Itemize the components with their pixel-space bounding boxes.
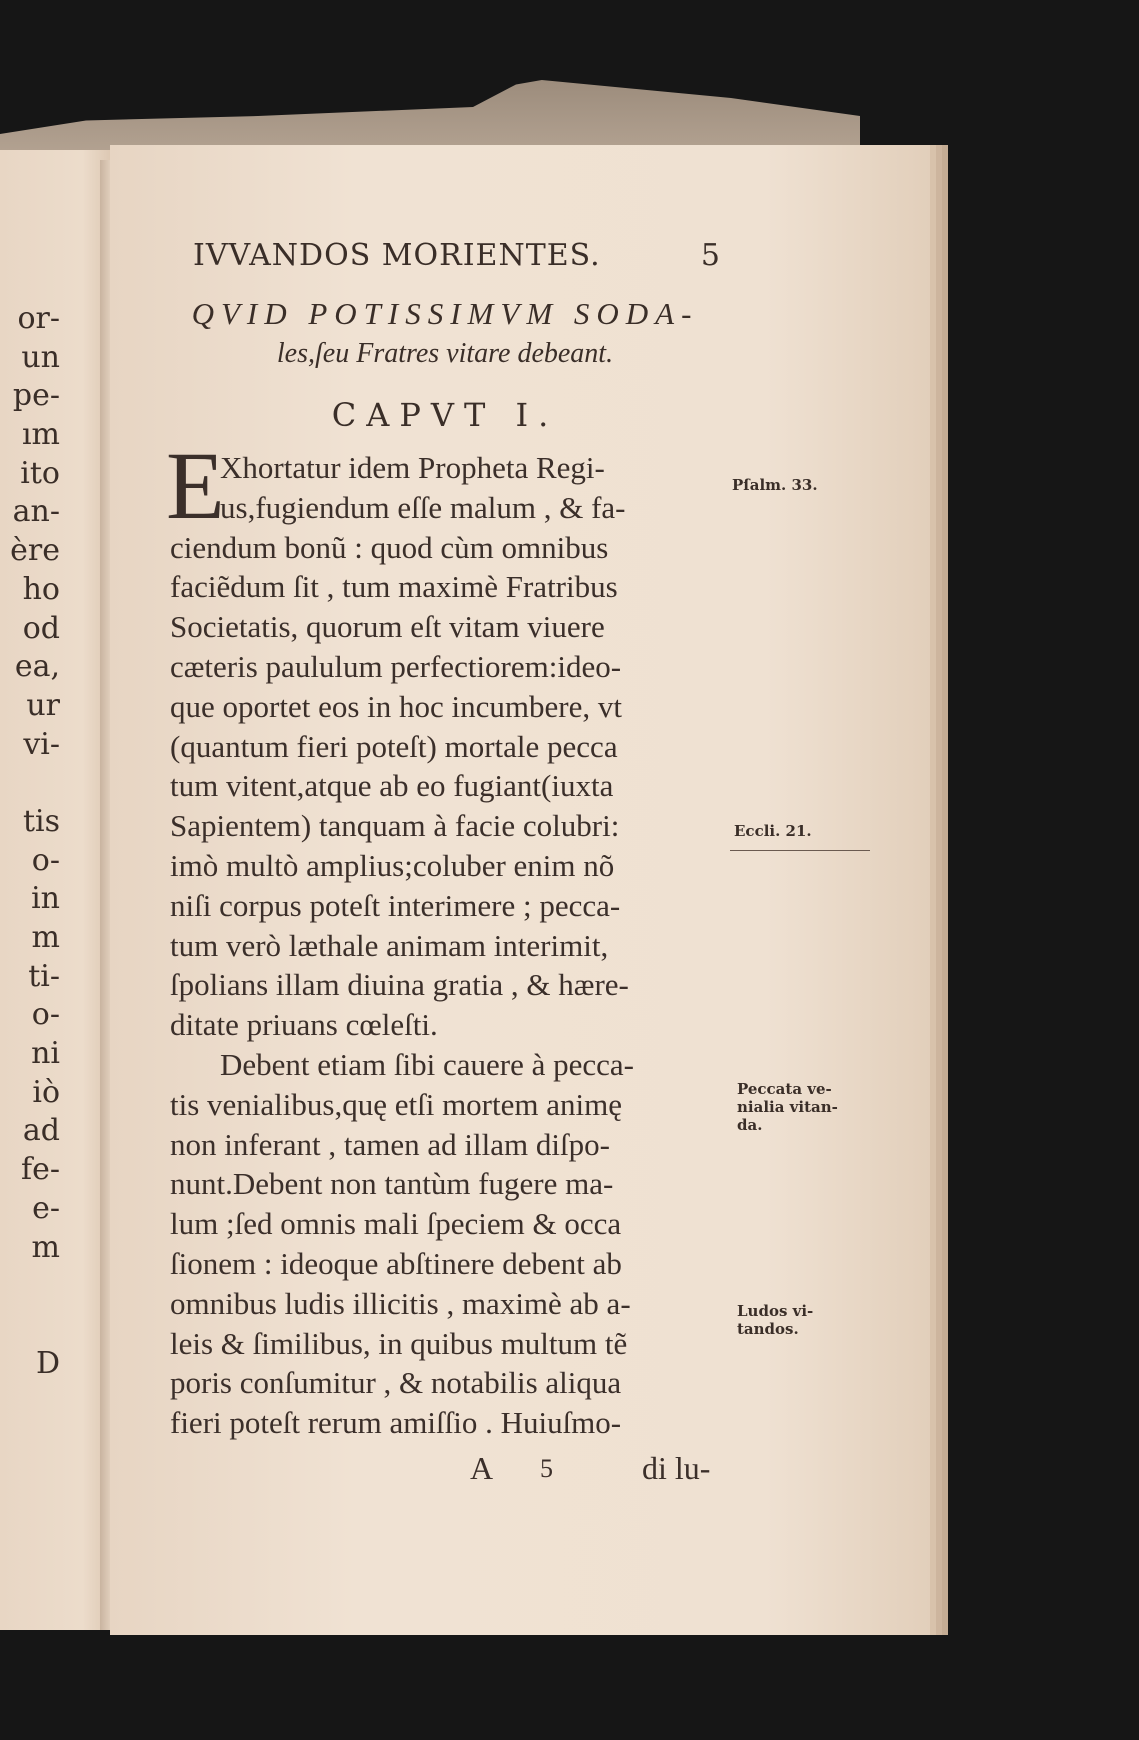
running-head-title: IVVANDOS MORIENTES. xyxy=(193,238,601,273)
left-page-text-fragments xyxy=(0,300,60,1383)
text-line: cæteris paululum perfectiorem:ideo- xyxy=(170,648,622,684)
text-line: us,fugiendum eſſe malum , & fa- xyxy=(220,489,626,525)
text-line: faciẽdum ſit , tum maximè Fratribus xyxy=(170,569,618,605)
marginal-note-eccli: Eccli. 21. xyxy=(734,822,812,840)
text-line: Sapientem) tanquam à facie colubri: xyxy=(170,808,620,844)
left-fragment: o- xyxy=(31,842,60,878)
left-fragment: ère xyxy=(10,533,60,569)
left-fragment: m xyxy=(31,1229,60,1265)
text-line: non inferant , tamen ad illam diſpo- xyxy=(170,1126,610,1162)
left-fragment: un xyxy=(21,339,60,375)
signature-number: 5 xyxy=(540,1454,553,1483)
text-line: poris conſumitur , & notabilis aliqua xyxy=(170,1365,622,1401)
left-fragment: tis xyxy=(22,803,60,839)
left-fragment: or- xyxy=(17,301,60,336)
left-fragment: an- xyxy=(12,494,60,530)
page-number: 5 xyxy=(700,238,721,273)
catchword: di lu- xyxy=(642,1450,711,1486)
text-line: que oportet eos in hoc incumbere, vt xyxy=(170,688,622,724)
left-fragment: in xyxy=(31,881,60,917)
left-fragment: ım xyxy=(21,417,60,453)
marginal-note-line: Peccata ve- xyxy=(737,1080,832,1098)
left-fragment xyxy=(0,1306,60,1345)
text-line: Debent etiam ſibi cauere à pecca- xyxy=(220,1046,634,1082)
text-line: nunt.Debent non tantùm fugere ma- xyxy=(170,1166,614,1202)
text-line: ciendum bonũ : quod cùm omnibus xyxy=(170,529,609,565)
running-head xyxy=(193,238,733,273)
left-fragment: od xyxy=(22,610,60,646)
left-fragment: fe- xyxy=(21,1152,60,1188)
left-fragment: e- xyxy=(32,1190,60,1226)
left-fragment: vi- xyxy=(23,726,60,762)
chapter-number: CAPVT I. xyxy=(331,396,559,434)
text-line: Societatis, quorum eſt vitam viuere xyxy=(170,609,605,645)
text-line: niſi corpus poteſt interimere ; pecca- xyxy=(170,887,621,923)
left-fragment: ur xyxy=(26,687,60,723)
text-line: ditate priuans cœleſti. xyxy=(170,1007,438,1043)
left-fragment: m xyxy=(31,920,60,955)
body-text xyxy=(170,448,730,1443)
marginal-note-psalm: Pſalm. 33. xyxy=(732,476,818,494)
left-fragment: o- xyxy=(31,997,60,1033)
text-line: tum vitent,atque ab eo fugiant(iuxta xyxy=(170,768,614,804)
drop-cap: E xyxy=(166,432,225,539)
marginal-rule xyxy=(730,850,870,851)
left-fragment: ti- xyxy=(28,958,60,994)
chapter-heading-line-2: les,ſeu Fratres vitare debeant. xyxy=(276,338,614,369)
marginal-note-line: da. xyxy=(737,1116,763,1134)
text-line: Xhortatur idem Propheta Regi- xyxy=(220,450,605,485)
signature-mark: A xyxy=(470,1450,494,1486)
left-fragment xyxy=(0,1267,60,1306)
marginal-note-line: tandos. xyxy=(737,1320,799,1338)
text-line: omnibus ludis illicitis , maximè ab a- xyxy=(170,1285,631,1321)
text-line: fieri poteſt rerum amiſſio . Huiuſmo- xyxy=(170,1405,622,1441)
chapter-heading-line-1: QVID POTISSIMVM SODA- xyxy=(191,296,699,331)
left-fragment: pe- xyxy=(12,378,60,414)
left-fragment: D xyxy=(35,1345,60,1381)
text-line: ſpolians illam diuina gratia , & hære- xyxy=(170,967,629,1003)
text-line: tum verò læthale animam interimit, xyxy=(170,927,609,963)
marginal-note-ludos xyxy=(737,1302,813,1338)
left-fragment: iò xyxy=(32,1074,60,1110)
left-fragment: ho xyxy=(22,571,60,607)
text-line: imò multò amplius;coluber enim nõ xyxy=(170,847,615,883)
left-fragment: ni xyxy=(31,1036,60,1072)
left-fragment xyxy=(0,764,60,803)
marginal-note-line: Ludos vi- xyxy=(737,1302,814,1320)
text-line: tis venialibus,quę etſi mortem animę xyxy=(170,1086,622,1122)
text-line: lum ;ſed omnis mali ſpeciem & occa xyxy=(170,1206,622,1242)
marginal-note-peccata xyxy=(737,1080,838,1134)
left-fragment: ad xyxy=(22,1113,60,1149)
left-fragment: ea, xyxy=(14,649,60,685)
marginal-note-line: nialia vitan- xyxy=(737,1098,838,1116)
text-line: (quantum fieri poteſt) mortale pecca xyxy=(170,728,618,764)
left-fragment: ito xyxy=(20,455,60,491)
text-line: ſionem : ideoque abſtinere debent ab xyxy=(170,1245,622,1281)
text-line: leis & ſimilibus, in quibus multum tẽ xyxy=(170,1325,628,1361)
